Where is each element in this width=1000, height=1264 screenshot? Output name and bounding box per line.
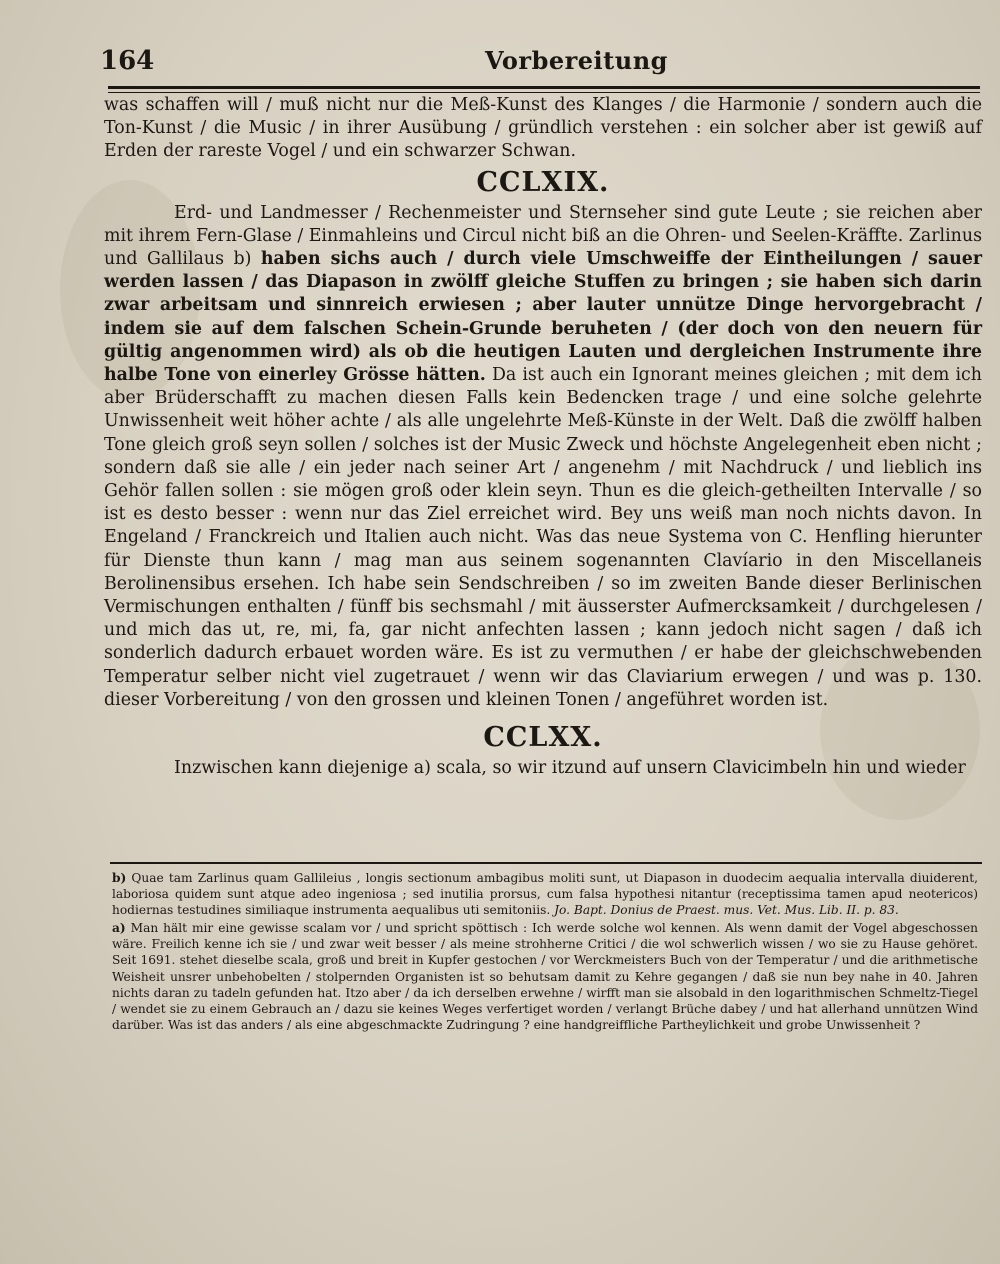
section-heading-cclxix: CCLXIX.: [476, 166, 610, 198]
footnote-a: [112, 920, 978, 1033]
footnote-b: [112, 870, 978, 918]
footnote-b-mark: b): [112, 871, 127, 885]
paragraph-cclxix-end: Da ist auch ein Ignorant meines gleichen ; mit dem ich aber Brüderschafft zu machen diesen Falls kein Bedencken trage / und eine solche gelehrte Unwissenheit weit höher achte / als alle ungelehrte Meß-Künste in der Welt. Daß die zwölff halben Tone gleich groß seyn sollen / solches ist der Music Zweck und höchste Angelegenheit eben nicht ; sondern daß sie alle / ein jeder nach seiner Art / angenehm / mit Nachdruck / und lieblich ins Gehör fallen sollen : sie mögen groß oder klein seyn. Thun es die gleich-getheilten Intervalle / so ist es desto besser : wenn nur das Ziel erreichet wird. Bey uns weiß man noch nichts davon. In Engeland / Franckreich und Italien auch nicht. Was das neue Systema von C. Henfling hierunter für Dienste thun kann / mag man aus seinem sogenannten Clavíario in den Miscellaneis Berolinensibus ersehen. Ich habe sein Sendschreiben / so im zweiten Bande dieser Berlinischen Vermischungen enthalten / fünff bis sechsmahl / mit äusserster Aufmercksamkeit / durchgelesen / und mich das ut, re, mi, fa, gar nicht anfechten lassen ; kann jedoch nicht sagen / daß ich sonderlich dadurch erbauet worden wäre. Es ist zu vermuthen / er habe der gleichschwebenden Temperatur selber nicht viel zugetrauet / wenn wir das Claviarium erwegen / und was p. 130. dieser Vorbereitung / von den grossen und kleinen Tonen / angeführet worden ist.: [104, 365, 982, 710]
paragraph-cclxx: Inzwischen kann diejenige a) scala, so wir itzund auf unsern Clavicimbeln hin und wieder: [174, 758, 966, 779]
footnotes: [112, 870, 978, 1035]
section-heading-cclxx: CCLXX.: [483, 722, 603, 754]
page-header: [100, 42, 940, 82]
header-rule: [108, 86, 980, 93]
paragraph-cclxix-start: Erd- und Landmesser / Rechenmeister und Sternseher sind gute Leute ; sie reichen aber mit ihrem Fern-Glase / Einmahleins und Circul nicht biß an die Ohren- und Seelen-Kräffte. Zarlinus und Gallilaus b): [104, 202, 982, 270]
footnote-a-text: Man hält mir eine gewisse scalam vor / und spricht spöttisch : Ich werde solche wol kennen. Als wenn damit der Vogel abgeschossen wäre. Freilich kenne ich sie / und zwar weit besser / als meine strohherne Critici / die wol schwerlich wissen / wo sie zu Hause gehöret. Seit 1691. stehet dieselbe scala, groß und breit in Kupfer gestochen / vor Werckmeisters Buch von der Temperatur / und die arithmetische Weisheit unsrer unbehobelten / stolpernden Organisten ist so behutsam damit zu Kehre gegangen / daß sie nun bey nahe in 40. Jahren nichts daran zu tadeln gefunden hat. Itzo aber / da ich derselben erwehne / wirfft man sie alsobald in den logarithmischen Schmeltz-Tiegel / wendet sie zu einem Gebrauch an / dazu sie keines Weges verfertiget worden / verlangt Brüche dabey / und hat allerhand unnützen Wind darüber. Was ist das anders / als eine abgeschmackte Zudringung ? eine handgreiffliche Partheylichkeit und grobe Unwissenheit ?: [112, 921, 979, 1032]
footnote-a-mark: a): [112, 921, 126, 936]
main-text: [104, 94, 982, 780]
footnote-b-citation: Jo. Bapt. Donius de Praest. mus. Vet. Mus. Lib. II. p. 83.: [554, 903, 899, 918]
running-title: Vorbereitung: [485, 46, 668, 75]
page-number: 164: [100, 46, 155, 76]
paragraph-cclxix-emphasis: haben sichs auch / durch viele Umschweiffe der Eintheilungen / sauer werden lassen / das Diapason in zwölff gleiche Stuffen zu bringen ; sie haben sich darin zwar arbeitsam und sinnreich erwiesen ; aber lauter unnütze Dinge hervorgebracht / indem sie auf dem falschen Schein-Grunde beruheten / (der doch von den neuern für gültig angenommen wird) als ob die heutigen Lauten und dergleichen Instrumente ihre halbe Tone von einerley Grösse hätten.: [104, 249, 982, 386]
footnote-b-text: Quae tam Zarlinus quam Gallileius , longis sectionum ambagibus moliti sunt, ut Diapason in duodecim aequalia intervalla diuiderent, laboriosa quidem sunt atque adeo ingeniosa ; sed inutilia prorsus, cum falsa hypothesi nitantur (receptissima tamen apud neotericos) hodiernas testudines similiaque instrumenta aequalibus uti semitoniis.: [112, 871, 979, 918]
footnote-rule: [110, 862, 982, 864]
paragraph-continued: was schaffen will / muß nicht nur die Meß-Kunst des Klanges / die Harmonie / sondern auch die Ton-Kunst / die Music / in ihrer Ausübung / gründlich verstehen : ein solcher aber ist gewiß auf Erden der rareste Vogel / und ein schwarzer Schwan.: [104, 95, 982, 162]
paragraph-cclxix: [104, 202, 982, 712]
